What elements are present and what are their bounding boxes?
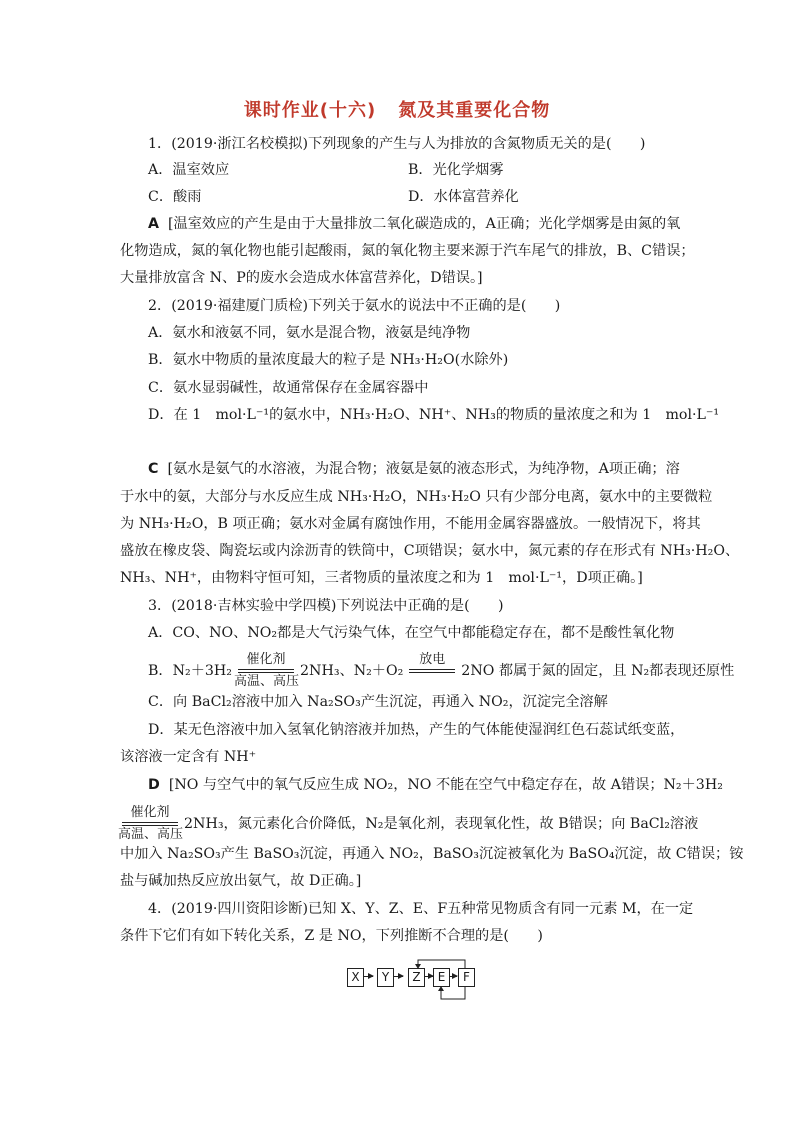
q2-stem: 2．(2019·福建厦门质检)下列关于氨水的说法中不正确的是( ) xyxy=(148,298,561,314)
cond2-top: 放电 xyxy=(419,652,446,667)
q3-answer: D xyxy=(148,777,160,793)
q2-option-b: B．氨水中物质的量浓度最大的粒子是 NH₃·H₂O(水除外) xyxy=(148,352,509,368)
q4-stem-line1: 4．(2019·四川资阳诊断)已知 X、Y、Z、E、F五种常见物质含有同一元素 M，在一定 xyxy=(148,901,694,917)
reaction-condition-catalyst xyxy=(234,652,300,689)
diagram-box-x: X xyxy=(347,968,364,987)
q1-option-a: A．温室效应 xyxy=(148,162,230,178)
cond3-top: 催化剂 xyxy=(130,805,170,820)
title-part1: 课时作业(十六) xyxy=(243,100,377,121)
cond-top: 催化剂 xyxy=(246,652,286,667)
q3-option-b xyxy=(148,652,735,689)
diagram-box-y: Y xyxy=(377,968,394,987)
q2-explanation-line1 xyxy=(148,460,680,478)
cond3-bottom: 高温、高压 xyxy=(118,827,184,842)
q1-stem: 1．(2019·浙江名校模拟)下列现象的产生与人为排放的含氮物质无关的是( ) xyxy=(148,136,646,152)
q3-option-c: C．向 BaCl₂溶液中加入 Na₂SO₃产生沉淀，再通入 NO₂，沉淀完全溶解 xyxy=(148,694,608,710)
conversion-diagram xyxy=(345,958,480,1008)
cond-bottom: 高温、高压 xyxy=(234,674,300,689)
q1-answer: A xyxy=(148,216,159,232)
q3-exp2: 2NH₃，氮元素化合价降低，N₂是氧化剂，表现氧化性，故 B错误；向 BaCl₂溶液 xyxy=(184,816,699,832)
q2-explanation-line2: 于水中的氨，大部分与水反应生成 NH₃·H₂O，NH₃·H₂O 只有少部分电离，氨水中的主要微粒 xyxy=(120,489,713,505)
diagram-arrow xyxy=(425,976,433,977)
q2-option-a: A．氨水和液氨不同，氨水是混合物，液氨是纯净物 xyxy=(148,325,471,341)
q3-b-pre: B．N₂＋3H₂ xyxy=(148,663,232,679)
q1-explanation-line3: 大量排放富含 N、P的废水会造成水体富营养化，D错误。] xyxy=(120,270,483,286)
diagram-arrow xyxy=(364,976,373,977)
diagram-box-e: E xyxy=(433,968,450,987)
q1-option-c: C．酸雨 xyxy=(148,189,202,205)
q2-exp1: [氨水是氨气的水溶液，为混合物；液氨是氨的液态形式，为纯净物，A项正确；溶 xyxy=(167,461,680,477)
q4-stem-line2: 条件下它们有如下转化关系，Z 是 NO，下列推断不合理的是( ) xyxy=(120,928,543,944)
q3-explanation-line2 xyxy=(118,805,699,842)
q2-explanation-line4: 盛放在橡皮袋、陶瓷坛或内涂沥青的铁筒中，C项错误；氨水中，氮元素的存在形式有 NH₃·H₂O、 xyxy=(120,543,740,559)
q3-option-d-line2: 该溶液一定含有 NH⁺ xyxy=(120,749,257,765)
q1-option-d: D．水体富营养化 xyxy=(408,189,519,205)
q1-exp1: [温室效应的产生是由于大量排放二氧化碳造成的，A正确；光化学烟雾是由氮的氧 xyxy=(168,216,681,232)
q3-explanation-line4: 盐与碱加热反应放出氨气，故 D正确。] xyxy=(120,873,362,889)
q2-explanation-line5: NH₃、NH⁺，由物料守恒可知，三者物质的量浓度之和为 1 mol·L⁻¹，D项正确。] xyxy=(120,570,643,586)
q3-option-d-line1: D．某无色溶液中加入氢氧化钠溶液并加热，产生的气体能使湿润红色石蕊试纸变蓝， xyxy=(148,722,685,738)
q1-option-b: B．光化学烟雾 xyxy=(408,162,504,178)
diagram-box-f: F xyxy=(458,968,475,987)
q2-option-c: C．氨水显弱碱性，故通常保存在金属容器中 xyxy=(148,380,429,396)
reaction-condition-catalyst-2 xyxy=(118,805,184,842)
q3-stem: 3．(2018·吉林实验中学四模)下列说法中正确的是( ) xyxy=(148,598,504,614)
q1-explanation-line1 xyxy=(148,215,680,233)
q3-option-a: A．CO、NO、NO₂都是大气污染气体，在空气中都能稳定存在，都不是酸性氧化物 xyxy=(148,625,675,641)
reaction-condition-discharge xyxy=(405,652,459,685)
q3-explanation-line3: 中加入 Na₂SO₃产生 BaSO₃沉淀，再通入 NO₂，BaSO₃沉淀被氧化为 BaSO₄沉淀，故 C错误；铵 xyxy=(120,846,744,862)
diagram-arrow xyxy=(394,976,403,977)
q3-b-post: 2NO 都属于氮的固定，且 N₂都表现还原性 xyxy=(461,663,735,679)
q3-b-mid: 2NH₃、N₂＋O₂ xyxy=(300,663,404,679)
diagram-arrow xyxy=(450,976,457,977)
q3-explanation-line1 xyxy=(148,776,723,794)
q2-option-d: D．在 1 mol·L⁻¹的氨水中，NH₃·H₂O、NH⁺、NH₃的物质的量浓度之和为 1 mol·L⁻¹ xyxy=(148,407,720,423)
q2-explanation-line3: 为 NH₃·H₂O，B 项正确；氨水对金属有腐蚀作用，不能用金属容器盛放。一般情况下，将其 xyxy=(120,516,701,532)
q3-exp1: [NO 与空气中的氧气反应生成 NO₂，NO 不能在空气中稳定存在，故 A错误；N₂＋3H₂ xyxy=(168,777,723,793)
q2-answer: C xyxy=(148,461,159,477)
q1-explanation-line2: 化物造成，氮的氧化物也能引起酸雨，氮的氧化物主要来源于汽车尾气的排放，B、C错误； xyxy=(120,243,695,259)
title-part2: 氮及其重要化合物 xyxy=(398,100,551,121)
page-title xyxy=(0,96,794,122)
diagram-box-z: Z xyxy=(408,968,425,987)
